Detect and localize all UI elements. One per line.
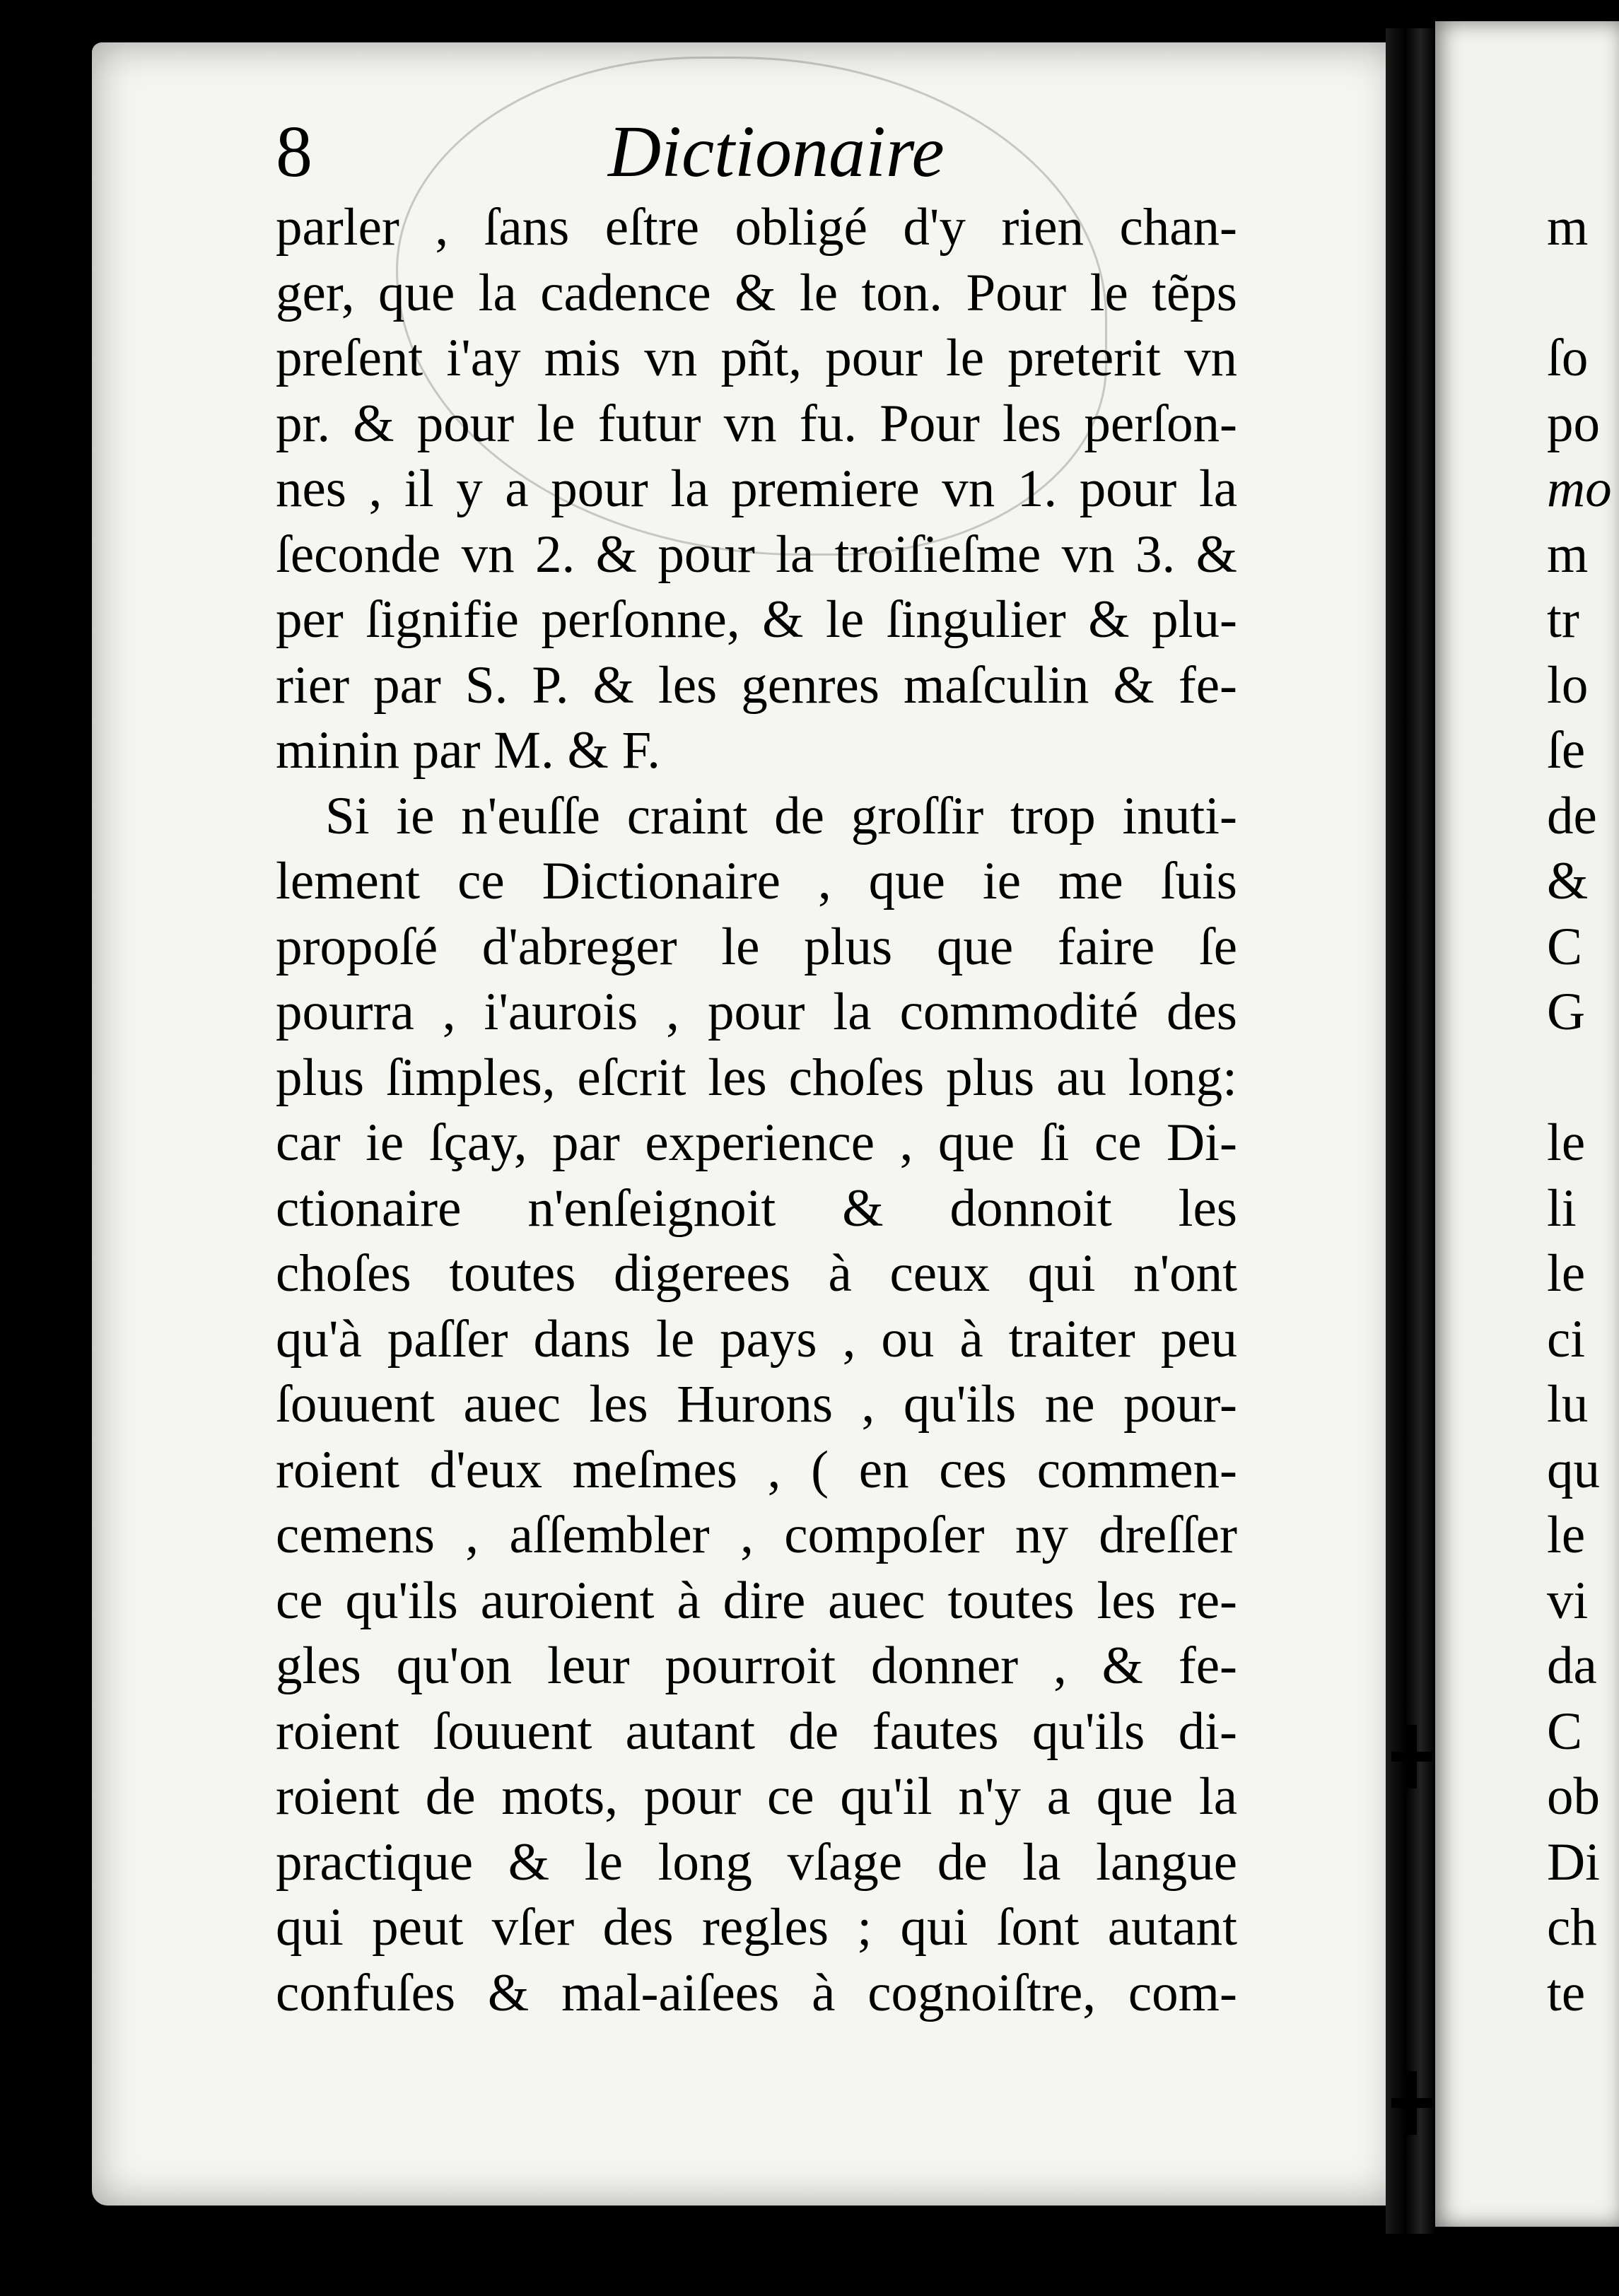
- right-page-line-fragment: ſo: [1547, 329, 1589, 387]
- text-line: roient d'eux meſmes , ( en ces commen-: [276, 1440, 1237, 1499]
- right-page-line-fragment: da: [1547, 1636, 1597, 1695]
- text-line: parler , ſans eſtre obligé d'y rien chan-: [276, 198, 1237, 257]
- text-line: cemens , aſſembler , compoſer ny dreſſer: [276, 1506, 1237, 1564]
- text-line: choſes toutes digerees à ceux qui n'ont: [276, 1244, 1237, 1303]
- right-page-line-fragment: vi: [1547, 1571, 1589, 1630]
- right-page-line-fragment: [1547, 1046, 1618, 1111]
- page-number: 8: [276, 111, 312, 192]
- right-page-fragments: [1547, 195, 1618, 2026]
- running-title: Dictionaire: [608, 111, 945, 192]
- text-line: pourra , i'aurois , pour la commodité des: [276, 983, 1237, 1041]
- book-gutter: [1386, 28, 1435, 2234]
- text-line: plus ſimples, eſcrit les choſes plus au long:: [276, 1048, 1237, 1107]
- right-page-line-fragment: de: [1547, 786, 1597, 845]
- right-page-line-fragment: li: [1547, 1178, 1577, 1238]
- text-line: car ie ſçay, par experience , que ſi ce Di-: [276, 1113, 1237, 1172]
- right-page-line-fragment: [1547, 261, 1618, 327]
- text-line: Si ie n'euſſe craint de groſſir trop inuti-: [325, 786, 1237, 845]
- text-line: propoſé d'abreger le plus que faire ſe: [276, 917, 1237, 976]
- text-line: pr. & pour le futur vn fu. Pour les perſon-: [276, 394, 1237, 453]
- right-page-line-fragment: C: [1547, 1702, 1583, 1761]
- text-line: lement ce Dictionaire , que ie me ſuis: [276, 852, 1237, 910]
- text-line: practique & le long vſage de la langue: [276, 1832, 1237, 1892]
- text-line: ſeconde vn 2. & pour la troiſieſme vn 3. &: [276, 525, 1237, 584]
- text-line: ger, que la cadence & le ton. Pour le tẽps: [276, 263, 1237, 322]
- text-line: ctionaire n'enſeignoit & donnoit les: [276, 1178, 1237, 1238]
- text-line: minin par M. & F.: [276, 721, 661, 780]
- right-page-line-fragment: Di: [1547, 1832, 1600, 1892]
- text-line: qui peut vſer des regles ; qui ſont autant: [276, 1898, 1237, 1957]
- text-line: rier par S. P. & les genres maſculin & fe-: [276, 655, 1237, 715]
- text-line: gles qu'on leur pourroit donner , & fe-: [276, 1636, 1237, 1695]
- text-line: ſouuent auec les Hurons , qu'ils ne pour-: [276, 1375, 1237, 1434]
- right-page-line-fragment: le: [1547, 1244, 1586, 1303]
- right-page-line-fragment: G: [1547, 983, 1586, 1041]
- text-line: roient de mots, pour ce qu'il n'y a que la: [276, 1767, 1237, 1826]
- right-page-line-fragment: le: [1547, 1113, 1586, 1172]
- text-line: qu'à paſſer dans le pays , ou à traiter peu: [276, 1309, 1237, 1369]
- text-line: confuſes & mal-aiſees à cognoiſtre, com-: [276, 1963, 1237, 2022]
- right-page-line-fragment: m: [1547, 198, 1589, 257]
- right-page-line-fragment: lo: [1547, 655, 1589, 715]
- text-line: preſent i'ay mis vn pñt, pour le preterit vn: [276, 329, 1237, 387]
- text-line: nes , il y a pour la premiere vn 1. pour la: [276, 459, 1237, 518]
- text-line: per ſignifie perſonne, & le ſingulier & plu-: [276, 590, 1237, 649]
- right-page-line-fragment: le: [1547, 1506, 1586, 1564]
- text-line: roient ſouuent autant de fautes qu'ils di-: [276, 1702, 1237, 1761]
- right-page-line-fragment: C: [1547, 917, 1583, 976]
- right-page-line-fragment: ſe: [1547, 721, 1586, 780]
- right-page-line-fragment: ob: [1547, 1767, 1600, 1826]
- right-page-line-fragment: ch: [1547, 1898, 1597, 1957]
- right-page-line-fragment: po: [1547, 394, 1600, 453]
- right-page-line-fragment: m: [1547, 525, 1589, 584]
- right-page-line-fragment: te: [1547, 1963, 1586, 2022]
- gutter-mark-lower: [1407, 2071, 1417, 2135]
- right-page-line-fragment: tr: [1547, 590, 1579, 649]
- right-page-line-fragment: lu: [1547, 1375, 1589, 1434]
- right-page-line-fragment: &: [1547, 852, 1589, 910]
- left-page-body: [276, 195, 1237, 2026]
- gutter-mark-upper: [1407, 1725, 1417, 1788]
- right-page-line-fragment: qu: [1547, 1440, 1600, 1499]
- running-head: [276, 106, 1251, 198]
- right-page-line-fragment: ci: [1547, 1309, 1586, 1369]
- right-page-line-fragment: mo: [1547, 459, 1612, 518]
- text-line: ce qu'ils auroient à dire auec toutes les re-: [276, 1571, 1237, 1630]
